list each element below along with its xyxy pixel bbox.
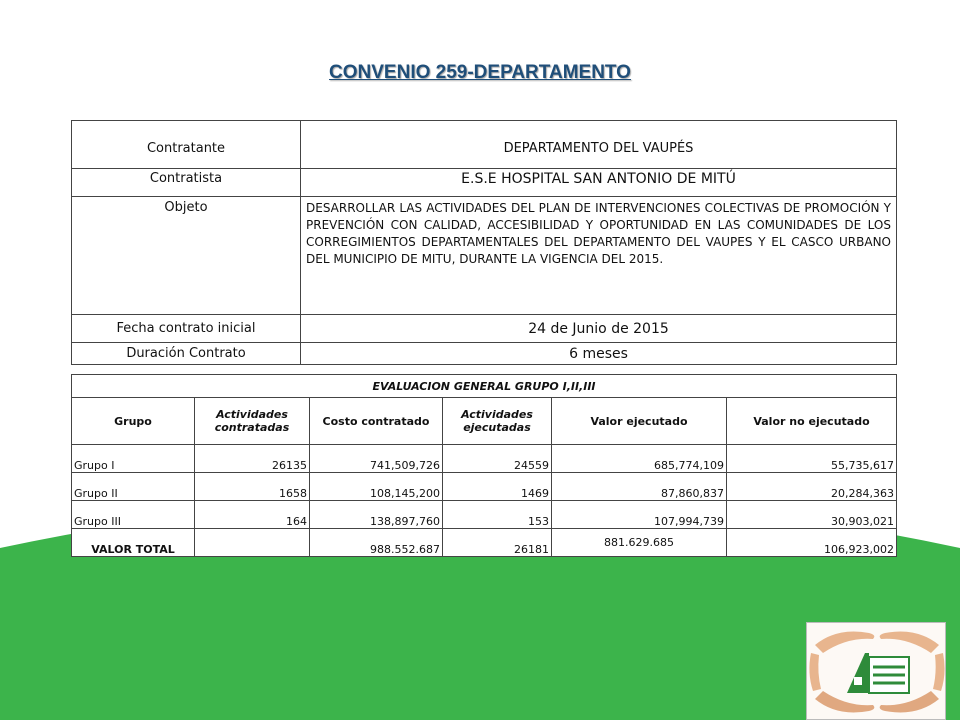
costo-cell: 138,897,760	[310, 501, 443, 529]
total-label: VALOR TOTAL	[72, 529, 195, 557]
duracion-value: 6 meses	[301, 343, 897, 365]
objeto-row	[72, 197, 897, 315]
header-valor-ejecutado: Valor ejecutado	[552, 398, 727, 445]
contratante-value: DEPARTAMENTO DEL VAUPÉS	[301, 121, 897, 169]
valor-ejecutado-cell: 685,774,109	[552, 445, 727, 473]
total-act-contratadas	[195, 529, 310, 557]
duracion-label: Duración Contrato	[72, 343, 301, 365]
table-row	[72, 501, 897, 529]
total-valor-no-ejecutado: 106,923,002	[727, 529, 897, 557]
header-actividades-ejecutadas: Actividades ejecutadas	[443, 398, 552, 445]
act-ejecutadas-cell: 153	[443, 501, 552, 529]
objeto-label: Objeto	[72, 197, 301, 315]
evaluation-header-row	[72, 398, 897, 445]
valor-ejecutado-cell: 87,860,837	[552, 473, 727, 501]
fecha-value: 24 de Junio de 2015	[301, 315, 897, 343]
contratista-row	[72, 169, 897, 197]
header-grupo: Grupo	[72, 398, 195, 445]
grupo-cell: Grupo I	[72, 445, 195, 473]
valor-no-ejecutado-cell: 30,903,021	[727, 501, 897, 529]
header-valor-no-ejecutado: Valor no ejecutado	[727, 398, 897, 445]
total-row	[72, 529, 897, 557]
objeto-value: DESARROLLAR LAS ACTIVIDADES DEL PLAN DE INTERVENCIONES COLECTIVAS DE PROMOCIÓN Y PREVENCIÓN CON CALIDAD, ACCESIBILIDAD Y OPORTUNIDAD EN LAS COMUNIDADES DE LOS CORREGIMIENTOS DEPARTAMENTALES DEL DEPARTAMENTO DEL VAUPES Y EL CASCO URBANO DEL MUNICIPIO DE MITU, DURANTE LA VIGENCIA DEL 2015.	[301, 197, 897, 315]
evaluation-caption: EVALUACION GENERAL GRUPO I,II,III	[72, 375, 897, 398]
page-title: CONVENIO 259-DEPARTAMENTO	[329, 62, 631, 83]
act-contratadas-cell: 164	[195, 501, 310, 529]
evaluation-table	[71, 374, 897, 557]
act-ejecutadas-cell: 1469	[443, 473, 552, 501]
costo-cell: 741,509,726	[310, 445, 443, 473]
table-row	[72, 473, 897, 501]
contratante-label: Contratante	[72, 121, 301, 169]
grupo-cell: Grupo III	[72, 501, 195, 529]
total-costo: 988.552.687	[310, 529, 443, 557]
act-ejecutadas-cell: 24559	[443, 445, 552, 473]
hands-logo-icon	[807, 623, 946, 720]
table-row	[72, 445, 897, 473]
act-contratadas-cell: 1658	[195, 473, 310, 501]
valor-no-ejecutado-cell: 55,735,617	[727, 445, 897, 473]
contratante-row	[72, 121, 897, 169]
fecha-row	[72, 315, 897, 343]
header-costo-contratado: Costo contratado	[310, 398, 443, 445]
costo-cell: 108,145,200	[310, 473, 443, 501]
header-actividades-contratadas: Actividades contratadas	[195, 398, 310, 445]
valor-no-ejecutado-cell: 20,284,363	[727, 473, 897, 501]
evaluation-caption-row	[72, 375, 897, 398]
duracion-row	[72, 343, 897, 365]
grupo-cell: Grupo II	[72, 473, 195, 501]
valor-ejecutado-cell: 107,994,739	[552, 501, 727, 529]
total-act-ejecutadas: 26181	[443, 529, 552, 557]
act-contratadas-cell: 26135	[195, 445, 310, 473]
contratista-value: E.S.E HOSPITAL SAN ANTONIO DE MITÚ	[301, 169, 897, 197]
total-valor-ejecutado: 881.629.685	[552, 529, 727, 557]
contratista-label: Contratista	[72, 169, 301, 197]
contract-info-table	[71, 120, 897, 365]
hospital-hands-logo	[806, 622, 946, 720]
fecha-label: Fecha contrato inicial	[72, 315, 301, 343]
